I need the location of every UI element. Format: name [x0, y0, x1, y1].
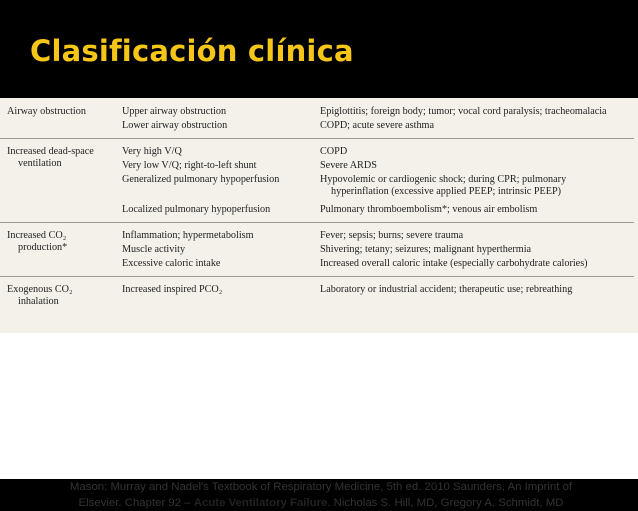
citation-text-end: . Nicholas S. Hill, MD, Gregory A. Schmidt, MD	[327, 497, 564, 509]
example-cell: COPD; acute severe asthma	[320, 120, 435, 131]
category-label: ventilation	[18, 158, 62, 169]
slide-title: Clasificación clínica	[30, 34, 354, 68]
category-label: Increased CO₂	[7, 230, 67, 241]
example-cell: Pulmonary thromboembolism*; venous air embolism	[320, 204, 538, 215]
cause-cell: Generalized pulmonary hypoperfusion	[122, 174, 280, 185]
example-cell: Epiglottitis; foreign body; tumor; vocal cord paralysis; tracheomalacia	[320, 106, 607, 117]
example-cell: Shivering; tetany; seizures; malignant hyperthermia	[320, 244, 532, 255]
example-cell: Hypovolemic or cardiogenic shock; during CPR; pulmonary	[320, 174, 567, 185]
example-cell: Increased overall caloric intake (especially carbohydrate calories)	[320, 258, 588, 269]
cause-cell: Lower airway obstruction	[122, 120, 228, 131]
citation-text-start: Mason: Murray and Nadel's Textbook of Respiratory Medicine, 5th ed. 2010 Saunders, An Imprint of Elsevier. Chapter 92 –	[69, 481, 573, 509]
citation-chapter-title: Acute Ventilatory Failure	[193, 497, 328, 509]
cause-cell: Very high V/Q	[122, 146, 182, 157]
example-cell: hyperinflation (excessive applied PEEP; intrinsic PEEP)	[331, 186, 562, 197]
category-label: inhalation	[18, 296, 59, 307]
category-label: Exogenous CO₂	[7, 284, 73, 295]
cause-cell: Muscle activity	[122, 244, 186, 255]
title-bar	[0, 0, 638, 98]
row-divider	[0, 276, 634, 277]
row-divider	[0, 222, 634, 223]
example-cell: Laboratory or industrial accident; therapeutic use; rebreathing	[320, 284, 573, 295]
example-cell: COPD	[320, 146, 348, 157]
cause-cell: Localized pulmonary hypoperfusion	[122, 204, 271, 215]
row-divider	[0, 138, 634, 139]
citation	[58, 479, 584, 511]
cause-cell: Excessive caloric intake	[122, 258, 221, 269]
classification-table	[0, 98, 638, 333]
cause-cell: Upper airway obstruction	[122, 106, 227, 117]
category-label: Airway obstruction	[7, 106, 86, 117]
example-cell: Fever; sepsis; burns; severe trauma	[320, 230, 464, 241]
content-panel	[0, 98, 638, 509]
category-label: production*	[18, 242, 68, 253]
example-cell: Severe ARDS	[320, 160, 377, 171]
cause-cell: Inflammation; hypermetabolism	[122, 230, 254, 241]
category-label: Increased dead-space	[7, 146, 94, 157]
cause-cell: Very low V/Q; right-to-left shunt	[122, 160, 257, 171]
cause-cell: Increased inspired PCO₂	[122, 284, 223, 295]
